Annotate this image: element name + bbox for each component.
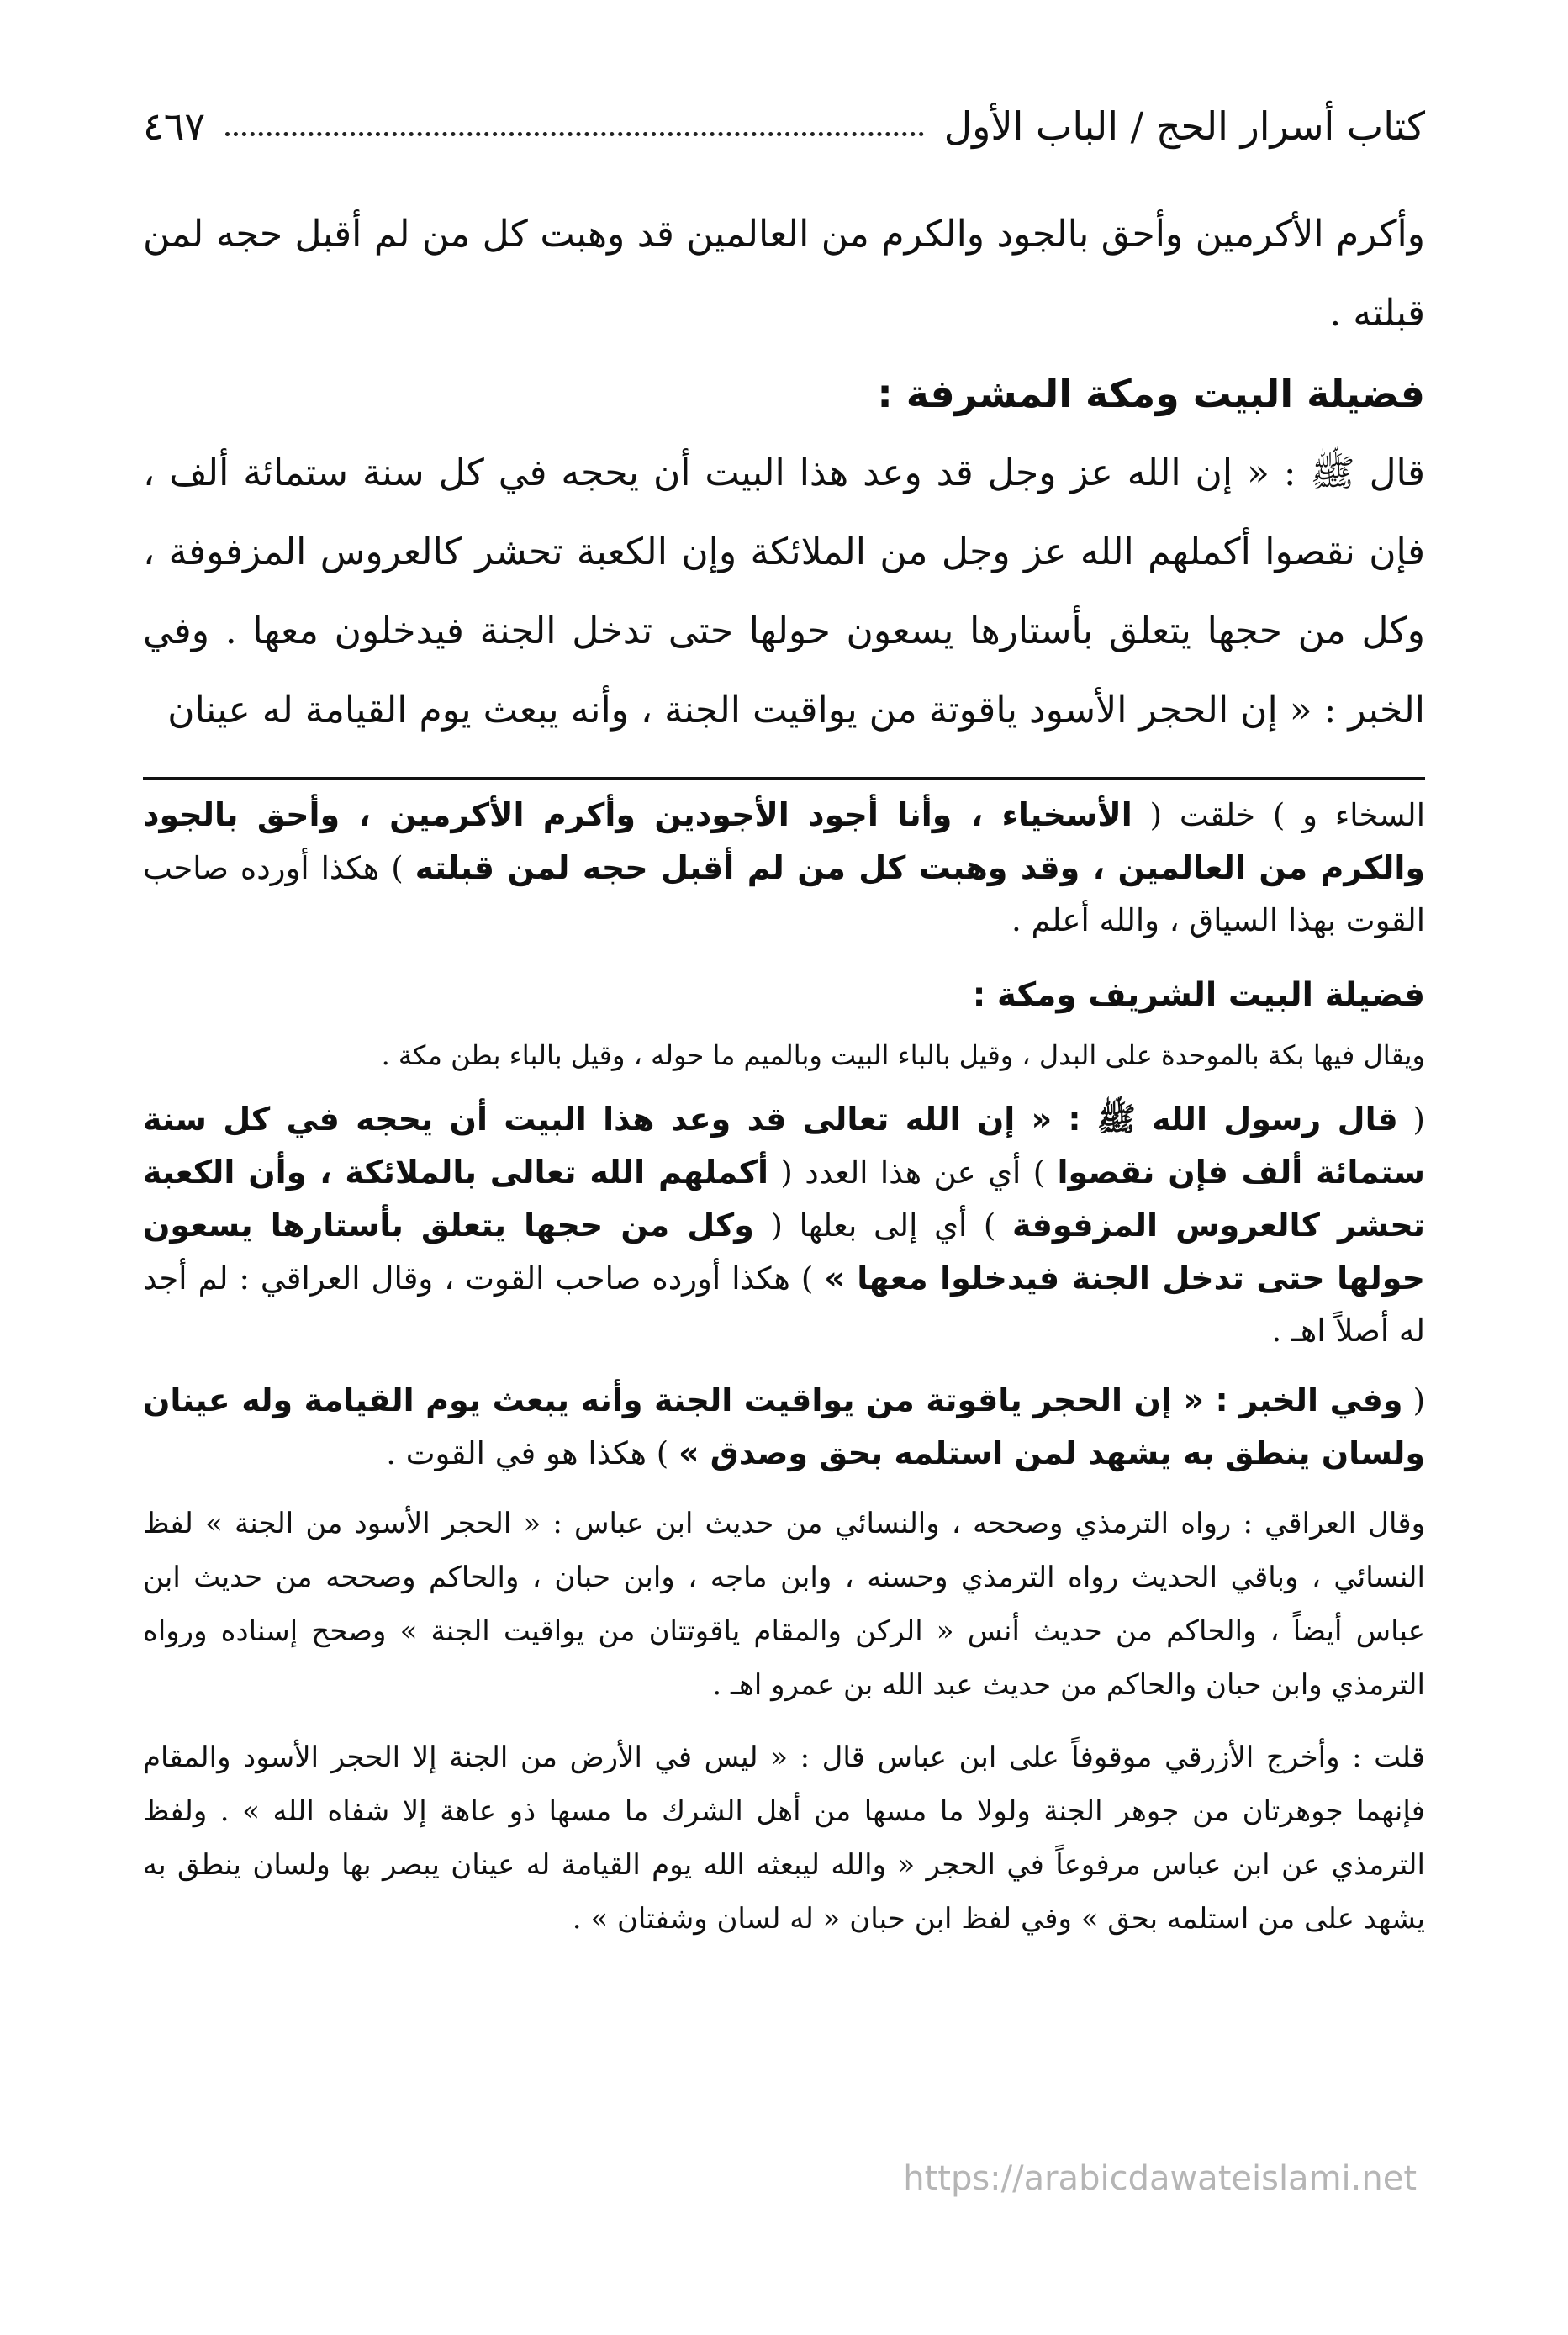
commentary-bakka-note: ويقال فيها بكة بالموحدة على البدل ، وقيل بالباء البيت وبالميم ما حوله ، وقيل بالباء بطن مكة .: [381, 1039, 1425, 1071]
plain-text: (: [1402, 1382, 1426, 1418]
quoted-text: قال رسول الله ﷺ : « إن الله تعالى قد وعد هذا البيت أن يحجه في كل سنة ستمائة ألف فإن نقصوا: [143, 1101, 1426, 1191]
page-number: ٤٦٧: [143, 103, 206, 149]
matn-paragraph-1: وأكرم الأكرمين وأحق بالجود والكرم من العالمين قد وهبت كل من لم أقبل حجه لمن قبلته .: [143, 213, 1425, 335]
plain-text: (: [1397, 1101, 1425, 1138]
watermark-url: https://arabicdawateislami.net: [903, 2159, 1417, 2198]
quoted-text: وكل من حجها يتعلق بأستارها يسعون حولها حتى تدخل الجنة فيدخلوا معها »: [143, 1207, 1425, 1297]
commentary-iraqi-note: وقال العراقي : رواه الترمذي وصححه ، والنسائي من حديث ابن عباس : « الحجر الأسود من الجنة » لفظ النسائي ، وباقي الحديث رواه الترمذي وحسنه ، وابن ماجه ، وابن حبان ، والحاكم وصححه من حديث ابن عباس أيضاً ، والحاكم من حديث أنس « الركن والمقام ياقوتتان من يواقيت الجنة » وصحح إسناده ورواه الترمذي وابن حبان والحاكم من حديث عبد الله بن عمرو اهـ .: [143, 1507, 1425, 1702]
quoted-text: أكملهم الله تعالى بالملائكة ، وأن الكعبة تحشر كالعروس المزفوفة: [143, 1154, 1425, 1244]
plain-text: ) هكذا أورده صاحب القوت بهذا السياق ، والله أعلم .: [143, 850, 1425, 938]
commentary-paragraph-3: [143, 1374, 1425, 1480]
plain-text: ) هكذا أورده صاحب القوت ، وقال العراقي : لم أجد له أصلاً اهـ .: [143, 1260, 1425, 1349]
quoted-text: الأسخياء ، وأنا أجود الأجودين وأكرم الأكرمين ، وأحق بالجود والكرم من العالمين ، وقد وهبت كل من لم أقبل حجه لمن قبلته: [143, 796, 1425, 886]
commentary-paragraph-2: [143, 1093, 1425, 1357]
header-title: كتاب أسرار الحج / الباب الأول: [943, 103, 1425, 149]
plain-text: السخاء و ) خلقت (: [1132, 797, 1425, 833]
commentary-divider: [143, 777, 1425, 780]
commentary-qultu-note: قلت : وأخرج الأزرقي موقوفاً على ابن عباس قال : « ليس في الأرض من الجنة إلا الحجر الأسود والمقام فإنهما جوهرتان من جوهر الجنة ولولا ما مسها من أهل الشرك ما مسها ذو عاهة إلا شفاه الله » . ولفظ الترمذي عن ابن عباس مرفوعاً في الحجر « والله ليبعثه الله يوم القيامة له عينان يبصر بها ولسان ينطق به يشهد على من استلمه بحق » وفي لفظ ابن حبان « له لسان وشفتان » .: [143, 1741, 1425, 1936]
matn-paragraph-2: قال ﷺ : « إن الله عز وجل قد وعد هذا البيت أن يحجه في كل سنة ستمائة ألف ، فإن نقصوا أكملهم الله عز وجل من الملائكة وإن الكعبة تحشر كالعروس المزفوفة ، وكل من حجها يتعلق بأستارها يسعون حولها حتى تدخل الجنة فيدخلون معها . وفي الخبر : « إن الحجر الأسود ياقوتة من يواقيت الجنة ، وأنه يبعث يوم القيامة له عينان: [143, 452, 1425, 732]
commentary-section-heading: فضيلة البيت الشريف ومكة :: [972, 976, 1425, 1014]
quoted-text: وفي الخبر : « إن الحجر ياقوتة من يواقيت الجنة وأنه يبعث يوم القيامة وله عينان ولسان ينطق به يشهد لمن استلمه بحق وصدق »: [143, 1381, 1425, 1471]
matn-section-heading: فضيلة البيت ومكة المشرفة :: [877, 371, 1425, 416]
commentary-paragraph-1: [143, 789, 1425, 947]
header-dotted-leader: [225, 132, 924, 136]
running-header: [143, 91, 1425, 150]
commentary-text: [143, 789, 1425, 1964]
main-text: [143, 195, 1425, 750]
plain-text: ) أي عن هذا العدد (: [768, 1154, 1058, 1191]
plain-text: ) هكذا هو في القوت .: [386, 1435, 678, 1471]
plain-text: ) أي إلى بعلها (: [753, 1207, 1012, 1244]
